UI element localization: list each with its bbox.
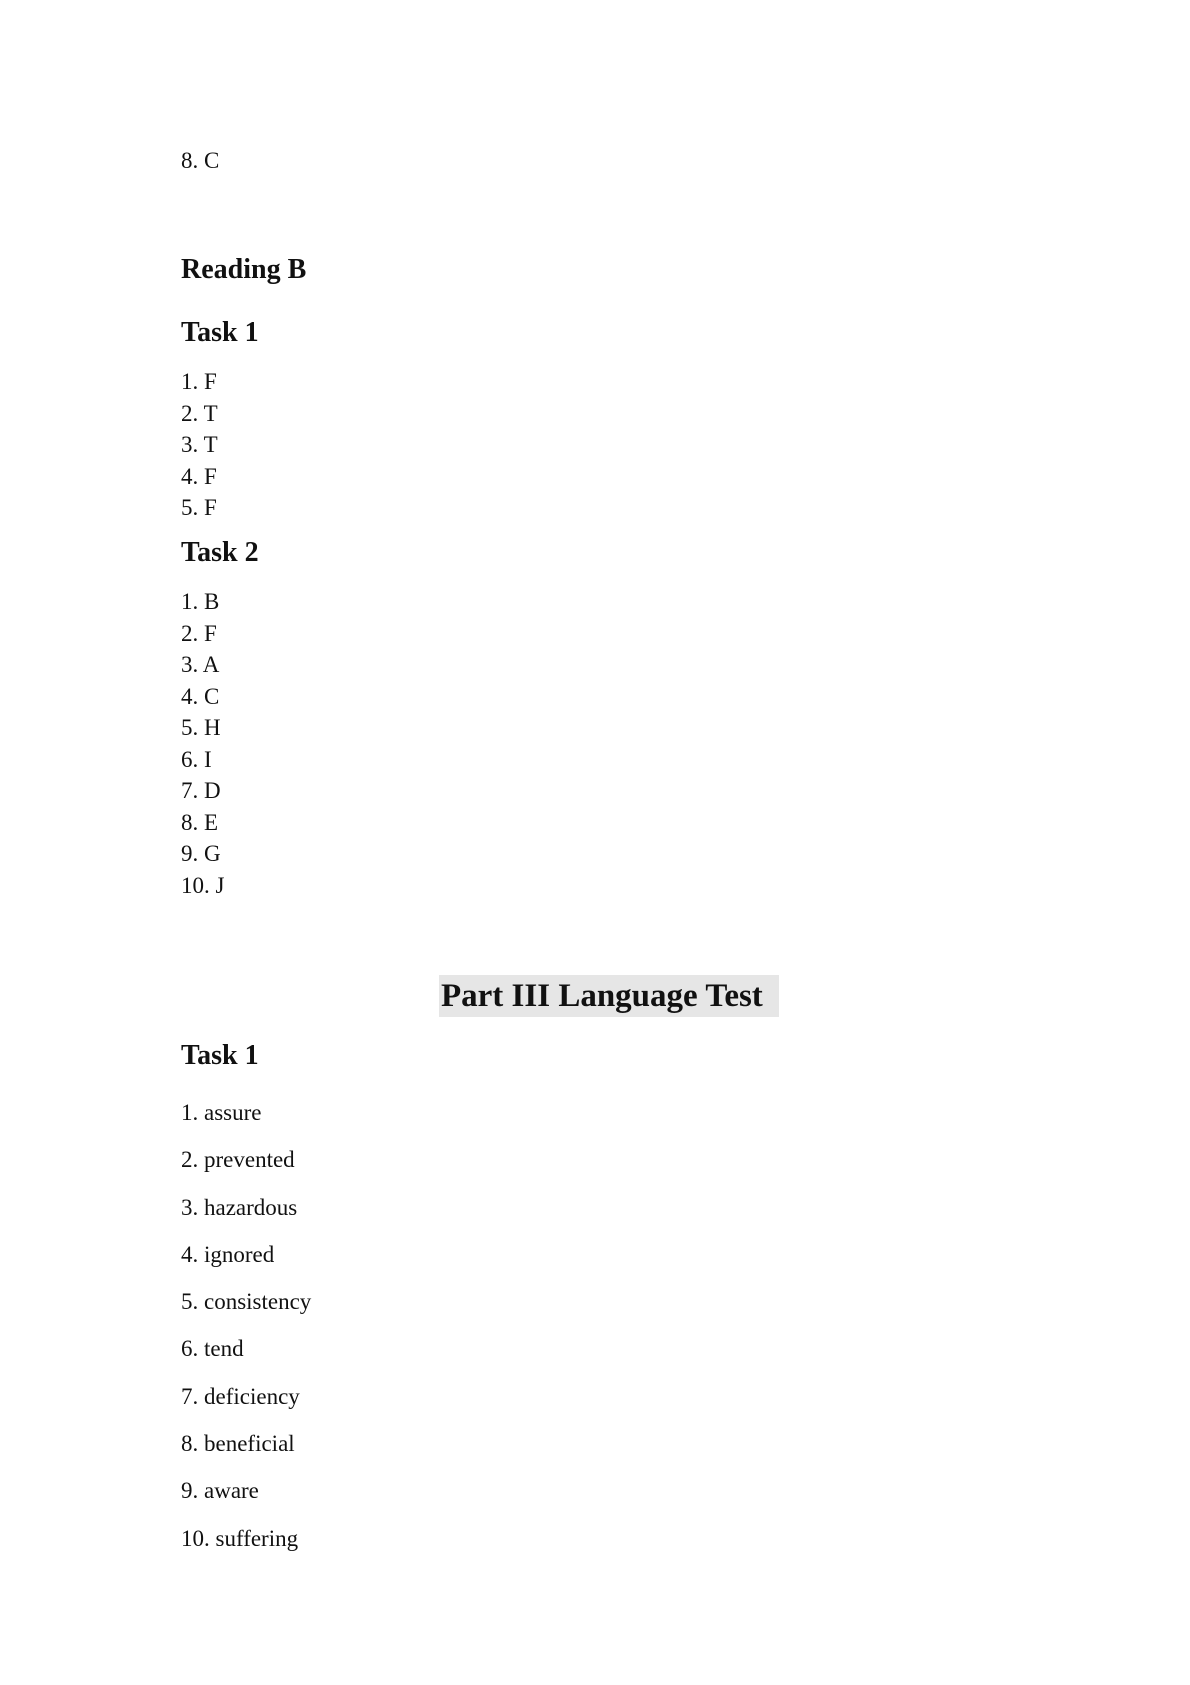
list-item: 1. F [181,369,217,394]
list-item: 2. T [181,400,218,426]
list-item: 1. B [181,589,220,614]
list-item: 7. deficiency [181,1383,300,1409]
reading-b-task1-answer-list [181,366,218,524]
list-item: 6. tend [181,1336,244,1362]
list-item: 10. J [181,872,225,898]
language-test-task1-heading: Task 1 [181,1040,259,1071]
list-item: 10. suffering [181,1525,299,1551]
list-item: 9. G [181,841,221,866]
list-item: 3. T [181,432,218,457]
list-item: 4. ignored [181,1241,275,1267]
section-title-reading-b: Reading B [181,254,307,285]
reading-b-task2-heading: Task 2 [181,537,259,568]
list-item: 6. I [181,746,212,772]
list-item: 5. consistency [181,1289,312,1315]
list-item: 2. F [181,620,217,646]
list-item: 4. F [181,463,217,489]
list-item: 2. prevented [181,1147,295,1173]
list-item: 3. hazardous [181,1194,298,1220]
list-item: 1. assure [181,1100,262,1125]
list-item: 9. aware [181,1478,259,1504]
list-item: 5. H [181,715,221,740]
reading-b-task1-heading: Task 1 [181,317,259,348]
list-item: 7. D [181,778,221,803]
language-test-task1-answer-list [181,1089,311,1562]
list-item: 4. C [181,683,220,709]
reading-b-task2-answer-list [181,586,224,901]
list-item: 3. A [181,652,220,677]
list-item: 5. F [181,495,217,520]
part-title: Part III Language Test [439,975,779,1017]
carryover-answer: 8. C [181,148,220,173]
list-item: 8. beneficial [181,1431,295,1457]
list-item: 8. E [181,809,219,835]
